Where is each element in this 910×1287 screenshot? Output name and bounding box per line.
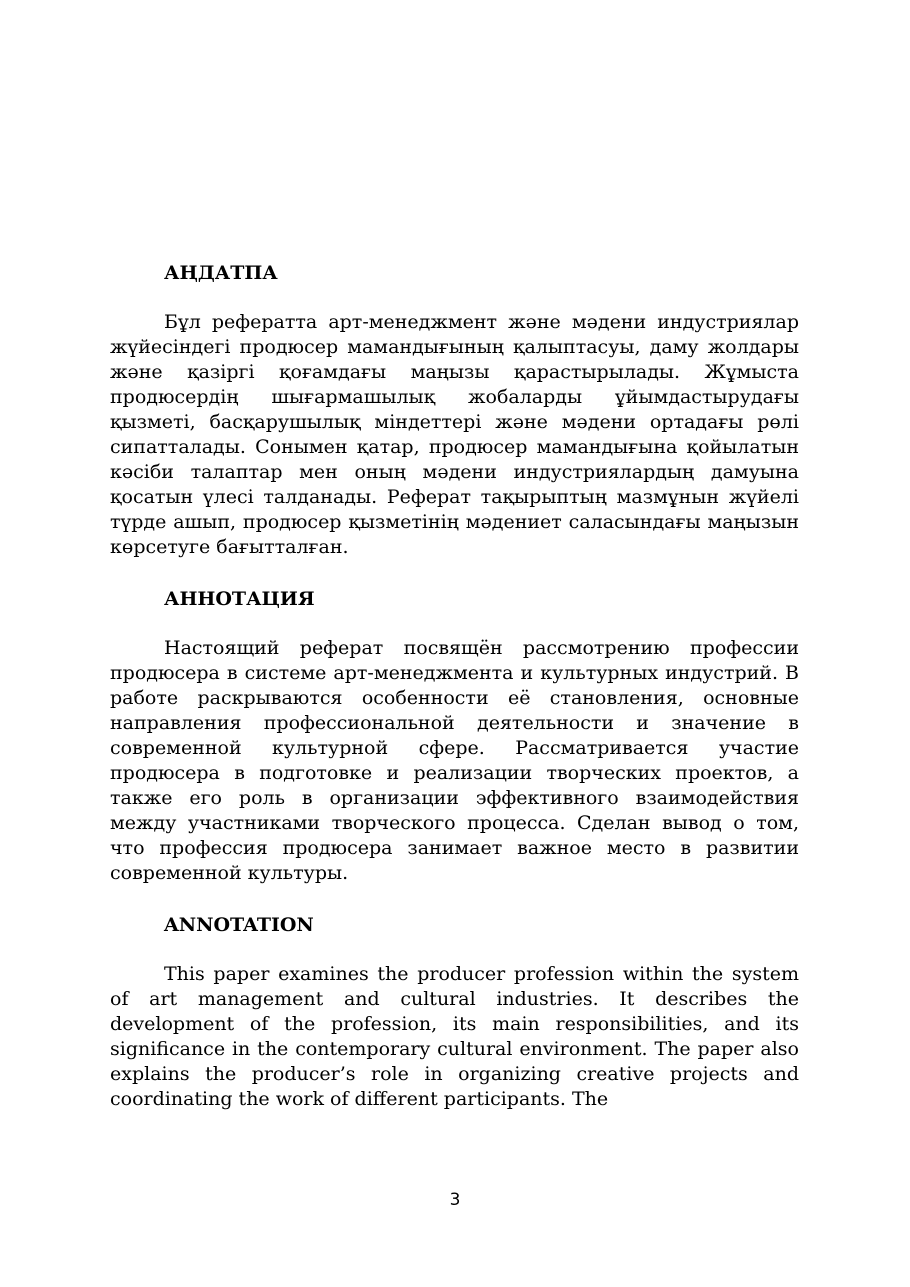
section-heading: ANNOTATION xyxy=(164,914,314,936)
section-english-abstract xyxy=(110,910,799,1112)
section-paragraph: Настоящий реферат посвящён рассмотрению профессии продюсера в системе арт-менеджмента и культурных индустрий. В работе раскрываются особенности её становления, основные направления профессиональной деятельности и значение в современной культурной сфере. Рассматривается участие продюсера в подготовке и реализации творческих проектов, а также его роль в организации эффективного взаимодействия между участниками творческого процесса. Сделан вывод о том, что профессия продюсера занимает важное место в развитии современной культуры. xyxy=(110,637,799,884)
section-russian-abstract xyxy=(110,584,799,886)
page-number: 3 xyxy=(449,1190,461,1210)
section-paragraph: This paper examines the producer profession within the system of art management and cultural industries. It describes the development of the profession, its main responsibilities, and its significance in the contemporary cultural environment. The paper also explains the producer’s role in organizing creative projects and coordinating the work of different participants. The xyxy=(110,963,799,1110)
section-paragraph: Бұл рефератта арт-менеджмент және мәдени индустриялар жүйесіндегі продюсер мамандығының қалыптасуы, даму жолдары және қазіргі қоғамдағы маңызы қарастырылады. Жұмыста продюсердің шығармашылық жобаларды ұйымдастырудағы қызметі, басқарушылық міндеттері және мәдени ортадағы рөлі сипатталады. Сонымен қатар, продюсер мамандығына қойылатын кәсіби талаптар мен оның мәдени индустриялардың дамуына қосатын үлесі талданады. Реферат тақырыптың мазмұнын жүйелі түрде ашып, продюсер қызметінің мәдениет саласындағы маңызын көрсетуге бағытталған. xyxy=(110,311,799,558)
section-heading: АҢДАТПА xyxy=(164,262,278,284)
section-heading: АННОТАЦИЯ xyxy=(164,588,315,610)
page-content xyxy=(110,258,799,1112)
section-kazakh-abstract xyxy=(110,258,799,560)
